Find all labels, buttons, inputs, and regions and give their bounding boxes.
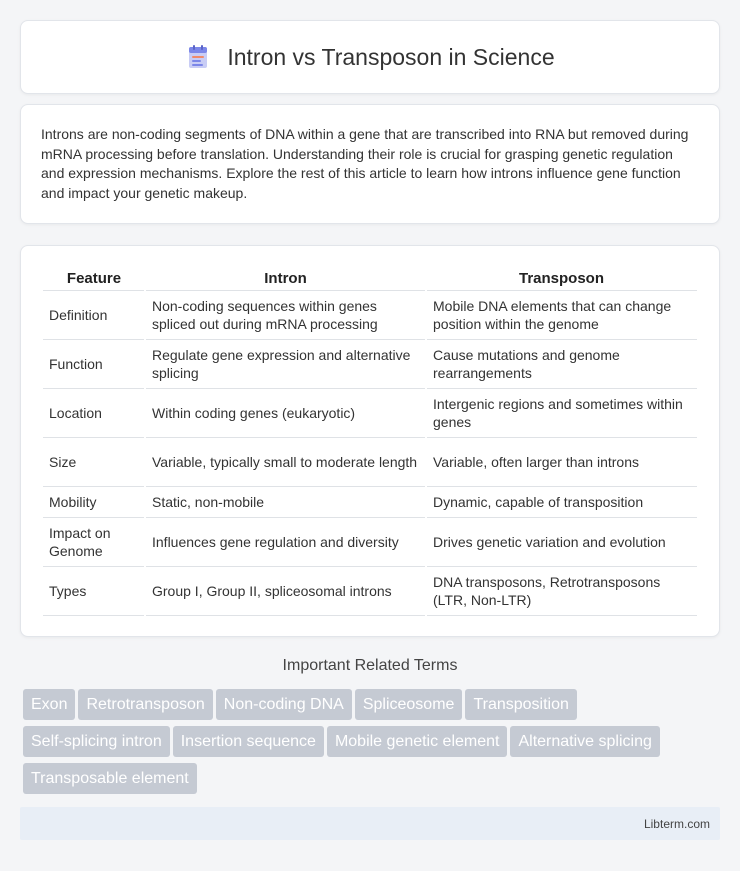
tag-spliceosome[interactable]: Spliceosome <box>355 689 463 720</box>
related-terms-title: Important Related Terms <box>282 657 458 674</box>
header-card <box>20 20 720 94</box>
feature-cell: Size <box>43 437 145 486</box>
tag-transposition[interactable]: Transposition <box>465 689 576 720</box>
tag-transposable-element[interactable]: Transposable element <box>23 763 197 794</box>
intron-cell: Group I, Group II, spliceosomal introns <box>145 566 426 615</box>
transposon-cell: Variable, often larger than introns <box>426 437 697 486</box>
intron-cell: Variable, typically small to moderate length <box>145 437 426 486</box>
header-transposon: Transposon <box>518 270 604 288</box>
intron-cell: Static, non-mobile <box>145 486 426 517</box>
tag-exon[interactable]: Exon <box>23 689 75 720</box>
feature-cell: Definition <box>43 290 145 339</box>
comparison-card <box>20 245 720 637</box>
document-icon <box>185 44 211 70</box>
transposon-cell: Mobile DNA elements that can change position within the genome <box>426 290 697 339</box>
transposon-cell: Drives genetic variation and evolution <box>426 517 697 566</box>
intro-text: Introns are non-coding segments of DNA within a gene that are transcribed into RNA but removed during mRNA processing before translation. Understanding their role is crucial for grasping genetic regulation and expression mechanisms. Explore the rest of this article to learn how introns influence gene function and impact your genetic makeup. <box>41 126 689 201</box>
related-terms-list <box>23 689 723 800</box>
transposon-cell: Cause mutations and genome rearrangements <box>426 339 697 388</box>
feature-cell: Function <box>43 339 145 388</box>
table-row <box>43 339 697 388</box>
header-feature: Feature <box>66 270 122 288</box>
transposon-cell: Intergenic regions and sometimes within genes <box>426 388 697 437</box>
table-row <box>43 486 697 517</box>
footer <box>20 807 720 840</box>
intron-cell: Within coding genes (eukaryotic) <box>145 388 426 437</box>
intro-card <box>20 104 720 224</box>
tag-insertion-sequence[interactable]: Insertion sequence <box>173 726 324 757</box>
feature-cell: Types <box>43 566 145 615</box>
table-row <box>43 290 697 339</box>
table-row <box>43 388 697 437</box>
table-row <box>43 517 697 566</box>
intron-cell: Regulate gene expression and alternative splicing <box>145 339 426 388</box>
header-intron: Intron <box>264 270 307 288</box>
feature-cell: Mobility <box>43 486 145 517</box>
footer-site-link[interactable]: Libterm.com <box>643 816 710 831</box>
tag-alternative-splicing[interactable]: Alternative splicing <box>510 726 659 757</box>
feature-cell: Impact on Genome <box>43 517 145 566</box>
page-title: Intron vs Transposon in Science <box>227 43 555 70</box>
tag-retrotransposon[interactable]: Retrotransposon <box>78 689 212 720</box>
table-header-row <box>43 266 697 290</box>
table-row <box>43 566 697 615</box>
table-row <box>43 437 697 486</box>
intron-cell: Non-coding sequences within genes spliced out during mRNA processing <box>145 290 426 339</box>
comparison-table <box>43 266 697 616</box>
transposon-cell: DNA transposons, Retrotransposons (LTR, Non-LTR) <box>426 566 697 615</box>
tag-mobile-genetic-element[interactable]: Mobile genetic element <box>327 726 508 757</box>
tag-non-coding-dna[interactable]: Non-coding DNA <box>216 689 352 720</box>
tag-self-splicing-intron[interactable]: Self-splicing intron <box>23 726 170 757</box>
feature-cell: Location <box>43 388 145 437</box>
intron-cell: Influences gene regulation and diversity <box>145 517 426 566</box>
transposon-cell: Dynamic, capable of transposition <box>426 486 697 517</box>
title-wrap <box>185 44 554 71</box>
